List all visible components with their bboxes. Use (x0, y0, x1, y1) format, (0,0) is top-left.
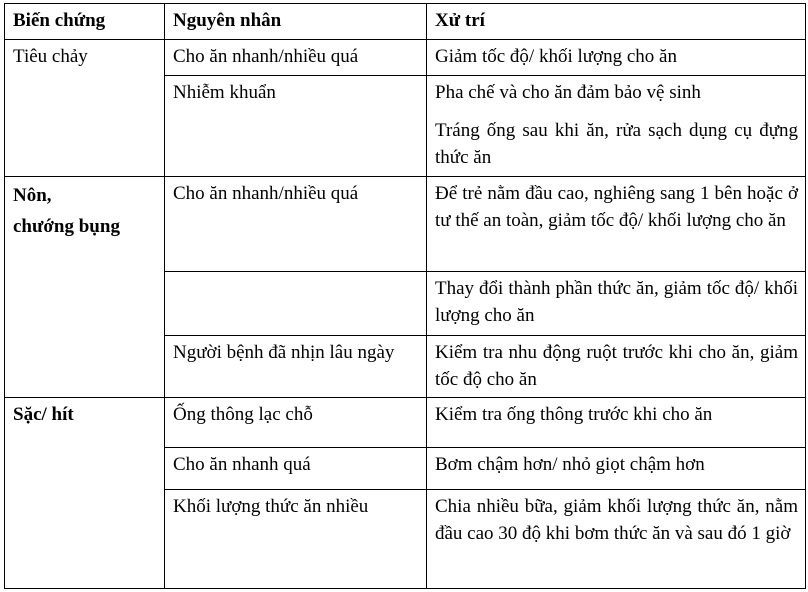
treatment-text: Tráng ống sau khi ăn, rửa sạch dụng cụ đựng thức ăn (435, 120, 798, 168)
complication-cell: Sặc/ hít (5, 398, 165, 589)
treatment-cell: Giảm tốc độ/ khối lượng cho ăn (427, 40, 806, 76)
cause-cell: Khối lượng thức ăn nhiều (165, 490, 427, 589)
treatment-text: Pha chế và cho ăn đảm bảo vệ sinh (435, 82, 701, 103)
complication-cell: Tiêu chảy (5, 40, 165, 177)
cause-cell (165, 272, 427, 336)
header-cause: Nguyên nhân (165, 4, 427, 40)
cause-cell: Cho ăn nhanh/nhiều quá (165, 40, 427, 76)
treatment-cell (427, 76, 806, 177)
table-header-row (5, 4, 806, 40)
header-treatment: Xử trí (427, 4, 806, 40)
cause-cell: Nhiễm khuẩn (165, 76, 427, 177)
header-complication: Biến chứng (5, 4, 165, 40)
complication-cell (5, 177, 165, 398)
table-row (5, 398, 806, 448)
treatment-cell: Bơm chậm hơn/ nhỏ giọt chậm hơn (427, 448, 806, 490)
cause-cell: Cho ăn nhanh quá (165, 448, 427, 490)
complications-table (4, 3, 806, 589)
table-row (5, 177, 806, 272)
treatment-cell: Thay đổi thành phần thức ăn, giảm tốc độ/ khối lượng cho ăn (427, 272, 806, 336)
cause-cell: Người bệnh đã nhịn lâu ngày (165, 336, 427, 398)
treatment-cell: Để trẻ nằm đầu cao, nghiêng sang 1 bên hoặc ở tư thế an toàn, giảm tốc độ/ khối lượng cho ăn (427, 177, 806, 272)
cause-cell: Cho ăn nhanh/nhiều quá (165, 177, 427, 272)
treatment-cell: Kiểm tra ống thông trước khi cho ăn (427, 398, 806, 448)
table-row (5, 40, 806, 76)
treatment-cell: Kiểm tra nhu động ruột trước khi cho ăn, giảm tốc độ cho ăn (427, 336, 806, 398)
treatment-cell: Chia nhiều bữa, giảm khối lượng thức ăn, nằm đầu cao 30 độ khi bơm thức ăn và sau đó 1 giờ (427, 490, 806, 589)
cause-cell: Ống thông lạc chỗ (165, 398, 427, 448)
complication-label: Nôn, chướng bụng (13, 185, 120, 237)
